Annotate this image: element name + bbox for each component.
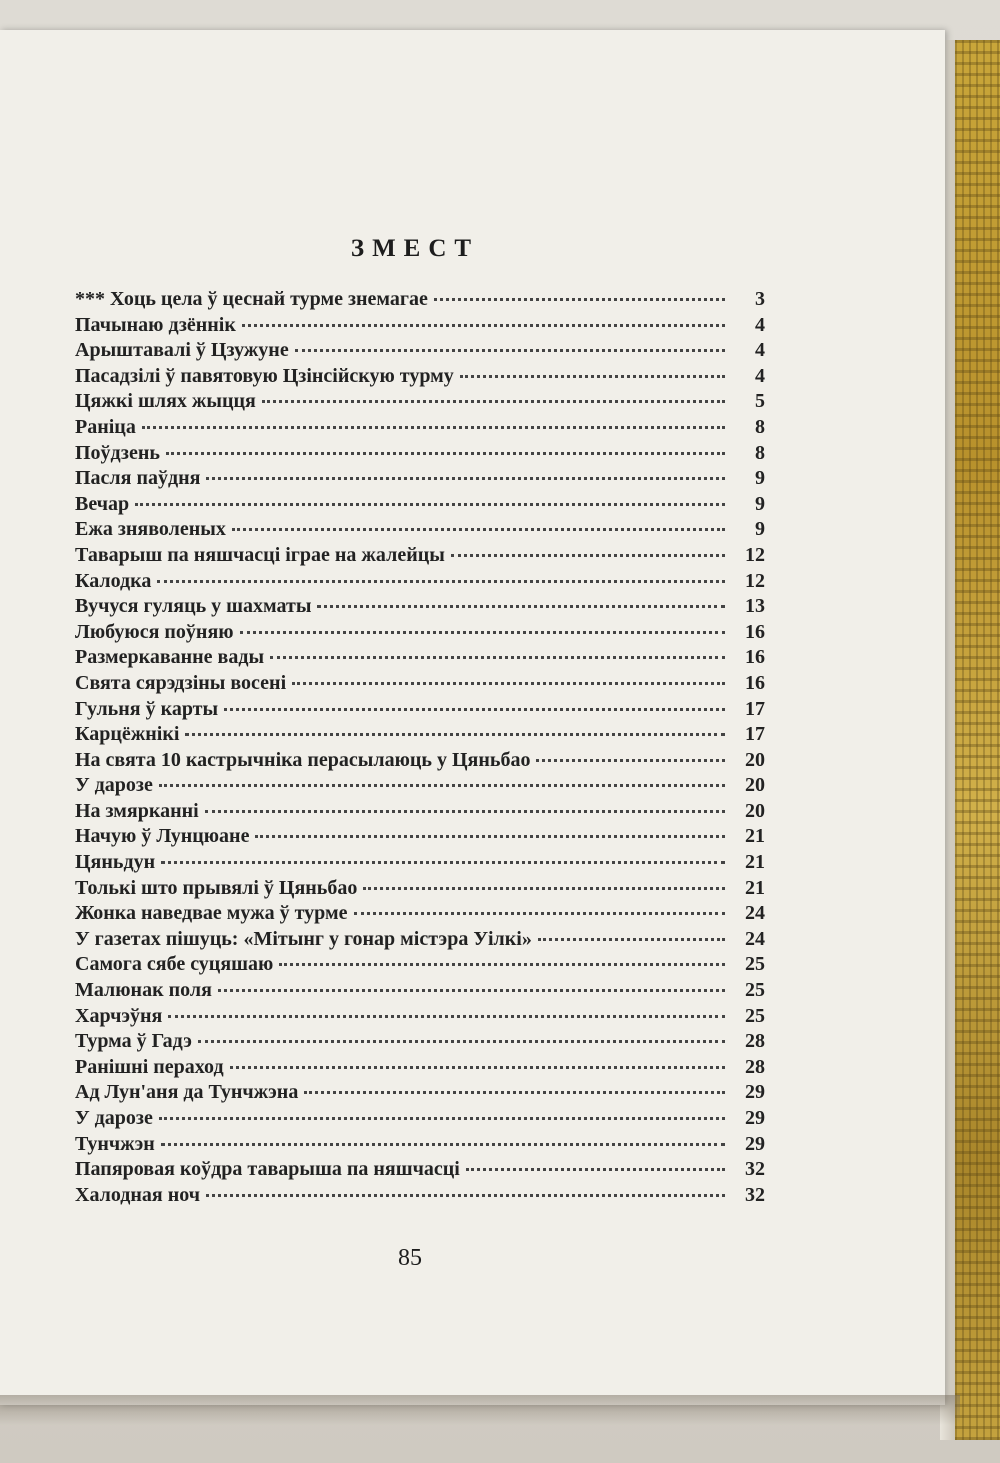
toc-entry-page: 16 [745, 646, 765, 669]
toc-leader-dots [292, 682, 725, 685]
toc-entry [75, 1005, 765, 1031]
toc-entry [75, 493, 765, 519]
toc-entry [75, 749, 765, 775]
toc-entry [75, 698, 765, 724]
page-title: ЗМЕСТ [350, 235, 480, 262]
toc-entry-title: У дарозе [75, 774, 153, 797]
toc-entry-page: 17 [745, 697, 765, 720]
toc-leader-dots [224, 708, 725, 711]
toc-entry-title: Цяжкі шлях жыцця [75, 390, 256, 413]
toc-entry-title: Тунчжэн [75, 1132, 155, 1155]
toc-entry-page: 20 [745, 799, 765, 822]
toc-entry [75, 544, 765, 570]
toc-entry-title: У дарозе [75, 1107, 153, 1129]
toc-entry-title: Цяньдун [75, 851, 156, 874]
toc-entry-title: Харчэўня [75, 1004, 163, 1027]
toc-entry-title: Ранішні пераход [75, 1055, 224, 1078]
toc-leader-dots [536, 759, 725, 762]
toc-entry [75, 979, 765, 1005]
toc-entry-page: 4 [755, 339, 765, 362]
toc-entry-page: 9 [755, 492, 765, 515]
toc-entry [75, 595, 765, 621]
toc-leader-dots [185, 733, 725, 736]
page-shadow [0, 1395, 960, 1425]
toc-entry-title: Поўдзень [75, 441, 160, 464]
toc-entry [75, 672, 765, 698]
toc-entry-page: 25 [745, 953, 765, 976]
toc-entry-title: Вучуся гуляць у шахматы [75, 595, 312, 618]
toc-entry [75, 390, 765, 416]
toc-entry [75, 1030, 765, 1056]
toc-entry-title: На свята 10 кастрычніка перасылаюць у Цяньбао [75, 748, 531, 771]
toc-entry-page: 3 [755, 288, 765, 310]
toc-entry [75, 1158, 765, 1184]
toc-entry-title: Вечар [75, 492, 130, 515]
toc-entry-title: Карцёжнікі [75, 723, 180, 746]
toc-leader-dots [161, 861, 725, 864]
toc-leader-dots [270, 656, 725, 659]
toc-entry-page: 13 [745, 595, 765, 618]
toc-leader-dots [206, 1194, 725, 1197]
toc-entry-page: 28 [745, 1055, 765, 1078]
toc-entry [75, 621, 765, 647]
toc-leader-dots [466, 1168, 725, 1171]
toc-leader-dots [166, 452, 725, 455]
toc-leader-dots [232, 528, 725, 531]
toc-leader-dots [135, 503, 725, 506]
toc-entry-page: 29 [745, 1081, 765, 1104]
toc-entry-title: Турма ў Гадэ [75, 1030, 192, 1053]
toc-entry [75, 442, 765, 468]
toc-leader-dots [255, 835, 725, 838]
toc-entry-title: Жонка наведвае мужа ў турме [75, 902, 348, 925]
toc-entry-page: 16 [745, 671, 765, 694]
toc-entry-page: 9 [755, 467, 765, 490]
toc-entry [75, 774, 765, 800]
toc-leader-dots [262, 400, 725, 403]
toc-entry [75, 365, 765, 391]
toc-entry-title: Арыштавалі ў Цзужуне [75, 339, 289, 362]
toc-entry-page: 12 [745, 543, 765, 566]
toc-entry-page: 24 [745, 902, 765, 925]
toc-leader-dots [218, 989, 725, 992]
toc-leader-dots [161, 1143, 725, 1146]
toc-entry-page: 16 [745, 620, 765, 643]
toc-entry-title: Пачынаю дзённік [75, 313, 236, 336]
toc-entry [75, 646, 765, 672]
toc-leader-dots [451, 554, 725, 557]
toc-leader-dots [317, 605, 725, 608]
toc-entry [75, 1056, 765, 1082]
toc-entry-title: Размеркаванне вады [75, 646, 265, 669]
toc-entry [75, 518, 765, 544]
toc-leader-dots [460, 375, 725, 378]
toc-entry-page: 32 [745, 1158, 765, 1181]
toc-entry [75, 1107, 765, 1133]
toc-leader-dots [242, 324, 725, 327]
toc-leader-dots [230, 1066, 725, 1069]
toc-entry-page: 8 [755, 441, 765, 464]
toc-entry [75, 1081, 765, 1107]
toc-entry-title: Малюнак поля [75, 979, 212, 1002]
book-cover [955, 40, 1000, 1440]
page-number: 85 [398, 1245, 422, 1271]
toc-entry-title: Пасля паўдня [75, 467, 201, 490]
toc-leader-dots [279, 963, 725, 966]
toc-entry-title: Гульня ў карты [75, 697, 219, 720]
toc-entry-page: 24 [745, 927, 765, 950]
toc-entry-page: 25 [745, 1004, 765, 1027]
toc-entry-title: Калодка [75, 569, 152, 592]
toc-entry-page: 28 [745, 1030, 765, 1053]
toc-leader-dots [295, 349, 725, 352]
toc-entry-page: 4 [755, 313, 765, 336]
toc-entry [75, 800, 765, 826]
toc-leader-dots [354, 912, 726, 915]
toc-leader-dots [205, 810, 725, 813]
toc-entry [75, 416, 765, 442]
toc-entry-page: 17 [745, 723, 765, 746]
toc-leader-dots [304, 1091, 725, 1094]
toc-leader-dots [538, 938, 725, 941]
toc-entry-page: 32 [745, 1183, 765, 1206]
toc-entry-title: Ад Лун'аня да Тунчжэна [75, 1081, 299, 1104]
toc-entry [75, 314, 765, 340]
toc-leader-dots [206, 477, 725, 480]
toc-entry [75, 1184, 765, 1210]
toc-entry [75, 851, 765, 877]
toc-leader-dots [240, 631, 725, 634]
toc-entry-title: Таварыш па няшчасці іграе на жалейцы [75, 543, 445, 566]
toc-entry-page: 20 [745, 748, 765, 771]
toc-entry [75, 953, 765, 979]
toc-entry-title: На змярканні [75, 799, 199, 822]
toc-entry-title: Свята сярэдзіны восені [75, 671, 287, 694]
toc-entry [75, 928, 765, 954]
toc-entry-title: У газетах пішуць: «Мітынг у гонар містэра Уілкі» [75, 927, 532, 950]
toc-entry [75, 288, 765, 314]
toc-leader-dots [363, 887, 725, 890]
toc-entry-title: Пасадзілі ў павятовую Цзінсійскую турму [75, 364, 454, 387]
toc-entry-page: 9 [755, 518, 765, 541]
toc-entry-page: 29 [745, 1132, 765, 1155]
toc-entry-page: 21 [745, 876, 765, 899]
toc-entry-page: 25 [745, 979, 765, 1002]
toc-entry-page: 12 [745, 569, 765, 592]
toc-leader-dots [198, 1040, 725, 1043]
toc-leader-dots [159, 784, 725, 787]
toc-entry-title: Халодная ноч [75, 1183, 201, 1206]
toc-leader-dots [159, 1117, 725, 1120]
toc-entry [75, 877, 765, 903]
toc-entry-title: Самога сябе суцяшаю [75, 953, 274, 976]
table-of-contents [75, 288, 765, 1209]
toc-entry-title: Любуюся поўняю [75, 620, 234, 643]
toc-entry [75, 467, 765, 493]
toc-entry [75, 825, 765, 851]
toc-entry-page: 29 [745, 1107, 765, 1129]
book-page [0, 30, 945, 1405]
toc-entry-page: 5 [755, 390, 765, 413]
toc-entry-title: Толькі што прывялі ў Цяньбао [75, 876, 358, 899]
toc-entry-title: Ежа зняволеных [75, 518, 226, 541]
toc-leader-dots [168, 1015, 725, 1018]
toc-entry [75, 1133, 765, 1159]
toc-entry-title: Раніца [75, 415, 136, 438]
toc-entry-title: *** Хоць цела ў цеснай турме знемагае [75, 288, 428, 310]
toc-entry-page: 21 [745, 825, 765, 848]
toc-leader-dots [434, 298, 725, 301]
toc-entry-page: 20 [745, 774, 765, 797]
toc-entry [75, 723, 765, 749]
toc-entry [75, 570, 765, 596]
toc-entry-page: 4 [755, 364, 765, 387]
toc-entry-title: Начую ў Лунцюане [75, 825, 250, 848]
toc-leader-dots [142, 426, 725, 429]
toc-entry-title: Папяровая коўдра таварыша па няшчасці [75, 1158, 460, 1181]
toc-leader-dots [157, 580, 725, 583]
toc-entry-page: 21 [745, 851, 765, 874]
toc-entry [75, 339, 765, 365]
toc-entry [75, 902, 765, 928]
toc-entry-page: 8 [755, 415, 765, 438]
